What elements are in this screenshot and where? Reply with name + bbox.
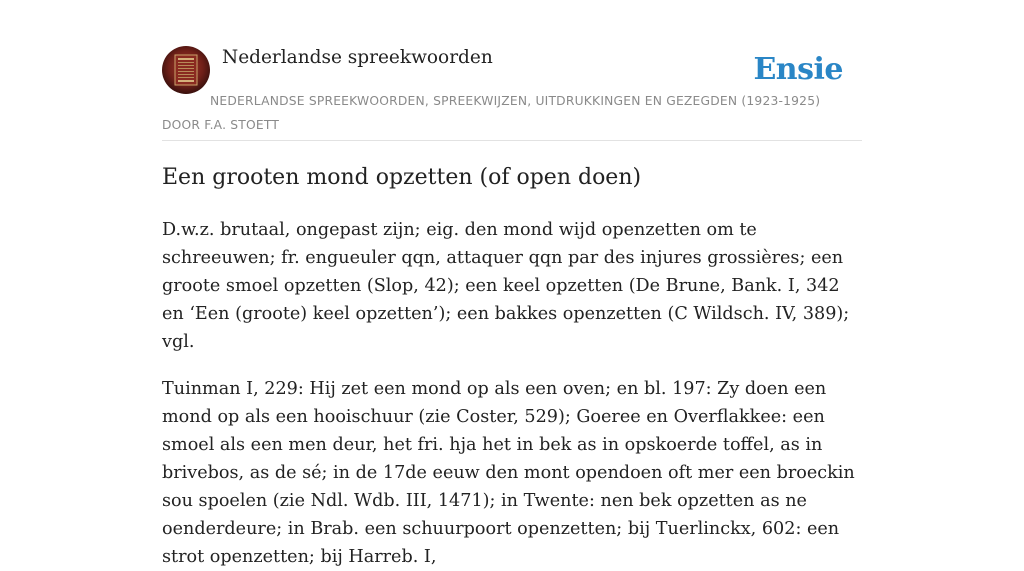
- book-cover-logo-icon[interactable]: [162, 46, 210, 94]
- entry-title: Een grooten mond opzetten (of open doen): [162, 165, 642, 190]
- source-subtitle: NEDERLANDSE SPREEKWOORDEN, SPREEKWIJZEN, UITDRUKKINGEN EN GEZEGDEN (1923-1925): [210, 94, 821, 108]
- source-author: DOOR F.A. STOETT: [162, 118, 280, 132]
- entry-paragraph: Tuinman I, 229: Hij zet een mond op als een oven; en bl. 197: Zy doen een mond op als een hooischuur (zie Coster, 529); Goeree en Overflakkee: een smoel als een men deur, het fri. hja het in bek as in opskoerde toffel, as in brivebos, as de sé; in de 17de eeuw den mont opendoen oft mer een broeckin sou spoelen (zie Ndl. Wdb. III, 1471); in Twente: nen bek opzetten as ne oenderdeure; in Brab. een schuurpoort openzetten; bij Tuerlinckx, 602: een strot openzetten; bij Harreb. I,: [162, 379, 855, 567]
- brand-logo[interactable]: Ensie: [753, 52, 843, 87]
- source-title[interactable]: Nederlandse spreekwoorden: [222, 47, 493, 68]
- site-header: [162, 46, 862, 141]
- entry-paragraph: D.w.z. brutaal, ongepast zijn; eig. den mond wijd openzetten om te schreeuwen; fr. engueuler qqn, attaquer qqn par des injures grossières; een groote smoel opzetten (Slop, 42); een keel opzetten (De Brune, Bank. I, 342 en ‘Een (groote) keel opzetten’); een bakkes openzetten (C Wildsch. IV, 389); vgl.: [162, 220, 850, 352]
- entry-content: [162, 162, 866, 571]
